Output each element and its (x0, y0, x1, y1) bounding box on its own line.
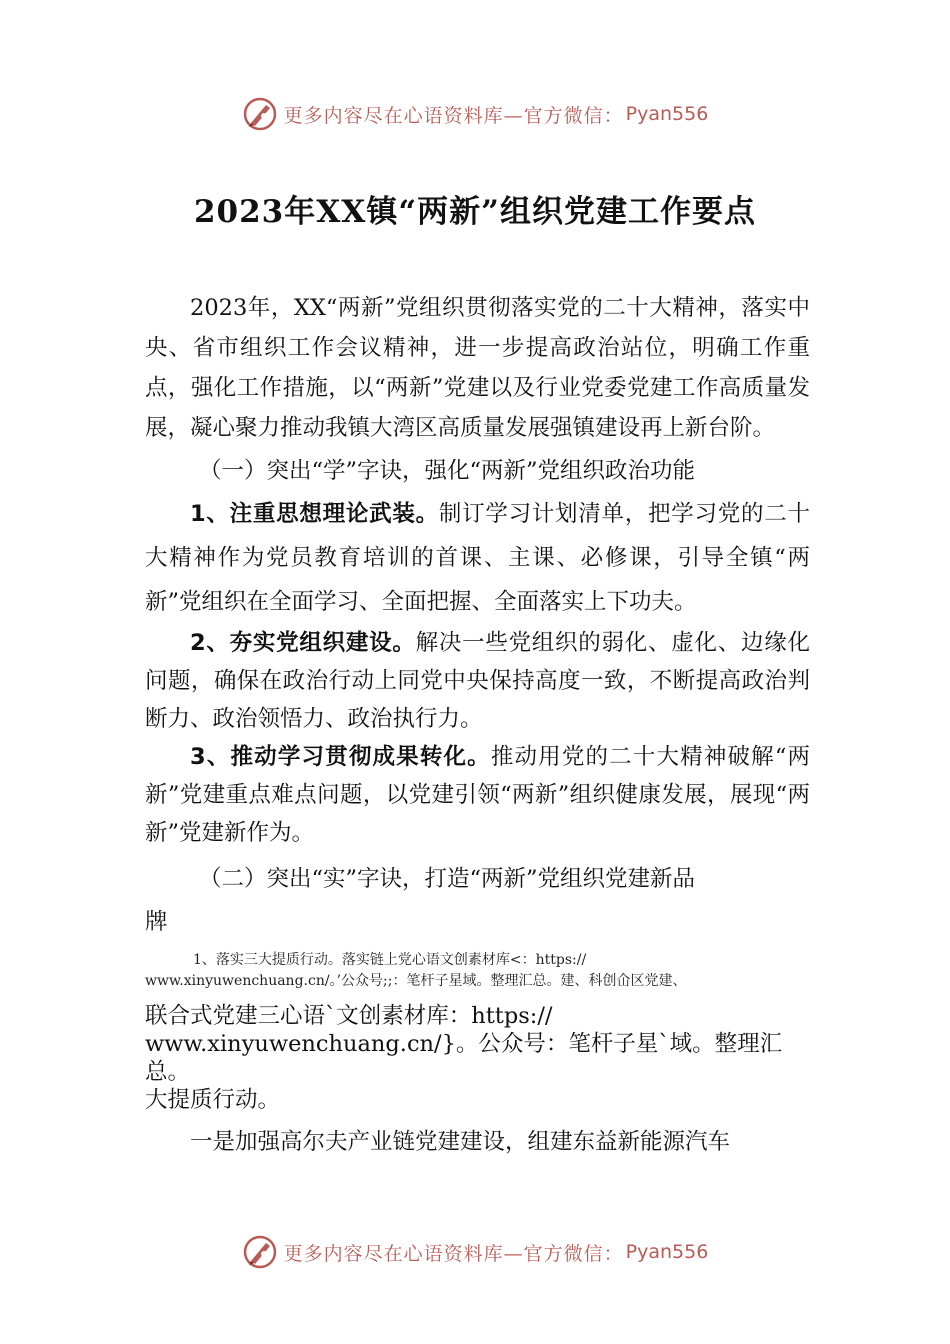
item1-lead: 1、注重思想理论武装。 (190, 501, 439, 527)
note-line2: www.xinyuwenchuang.cn/。’公众号;;：笔杆子星域。整理汇总。建、科创仚区党建、 (145, 973, 687, 989)
section2-heading-wrap (145, 900, 810, 944)
pen-logo-icon (242, 96, 278, 132)
section2-heading (145, 858, 810, 900)
pen-logo-icon (242, 1234, 278, 1270)
section2-heading-line2: 牌 (145, 909, 168, 935)
item3-text: 推动用党的二十大精神破解“两新”党建重点难点问题，以党建引领“两新”组织健康发展，展现“两新”党建新作为。 (145, 744, 810, 846)
last-paragraph: 一是加强高尔夫产业链党建建设，组建东益新能源汽车 (190, 1129, 731, 1155)
item1-paragraph (145, 492, 810, 624)
mixed-line2: www.xinyuwenchuang.cn/}。公众号：笔杆子星`域。整理汇总。 (145, 1031, 783, 1085)
footer-banner-code: Pyan556 (625, 1241, 709, 1263)
section2-heading-line1: （二）突出“实”字诀，打造“两新”党组织党建新品 (199, 866, 696, 892)
garbled-note (145, 950, 810, 992)
item2-lead: 2、夯实党组织建设。 (190, 630, 416, 656)
garbled-mixed-text (145, 1002, 810, 1114)
mixed-line3: 大提质行动。 (145, 1087, 281, 1113)
document-title: 2023年XX镇“两新”组织党建工作要点 (193, 194, 757, 230)
header-banner (0, 94, 950, 134)
item3-lead: 3、推动学习贯彻成果转化。 (190, 744, 491, 770)
header-banner-text: 更多内容尽在心语资料库—官方微信： (283, 104, 624, 127)
item3-paragraph (145, 738, 810, 852)
document-body (145, 288, 810, 1164)
header-banner-code: Pyan556 (625, 103, 709, 125)
item2-paragraph (145, 624, 810, 738)
footer-banner-text: 更多内容尽在心语资料库—官方微信： (283, 1242, 624, 1265)
intro-paragraph: 2023年，XX“两新”党组织贯彻落实党的二十大精神，落实中央、省市组织工作会议精神，进一步提高政治站位，明确工作重点，强化工作措施，以“两新”党建以及行业党委党建工作高质量发展，凝心聚力推动我镇大湾区高质量发展强镇建设再上新台阶。 (145, 295, 810, 441)
item2-text: 解决一些党组织的弱化、虚化、边缘化问题，确保在政治行动上同党中央保持高度一致，不断提高政治判断力、政治领悟力、政治执行力。 (145, 630, 810, 732)
section1-heading: （一）突出“学”字诀，强化“两新”党组织政治功能 (199, 458, 696, 484)
mixed-line1: 联合式党建三心语`文创素材库：https:// (145, 1003, 553, 1029)
item1-text: 制订学习计划清单，把学习党的二十大精神作为党员教育培训的首课、主课、必修课，引导全镇“两新”党组织在全面学习、全面把握、全面落实上下功夫。 (145, 501, 810, 615)
note-line1: 1、落实三大提质行动。落实链上党心语文创素材库<：https:// (193, 952, 587, 968)
footer-banner (0, 1232, 950, 1272)
